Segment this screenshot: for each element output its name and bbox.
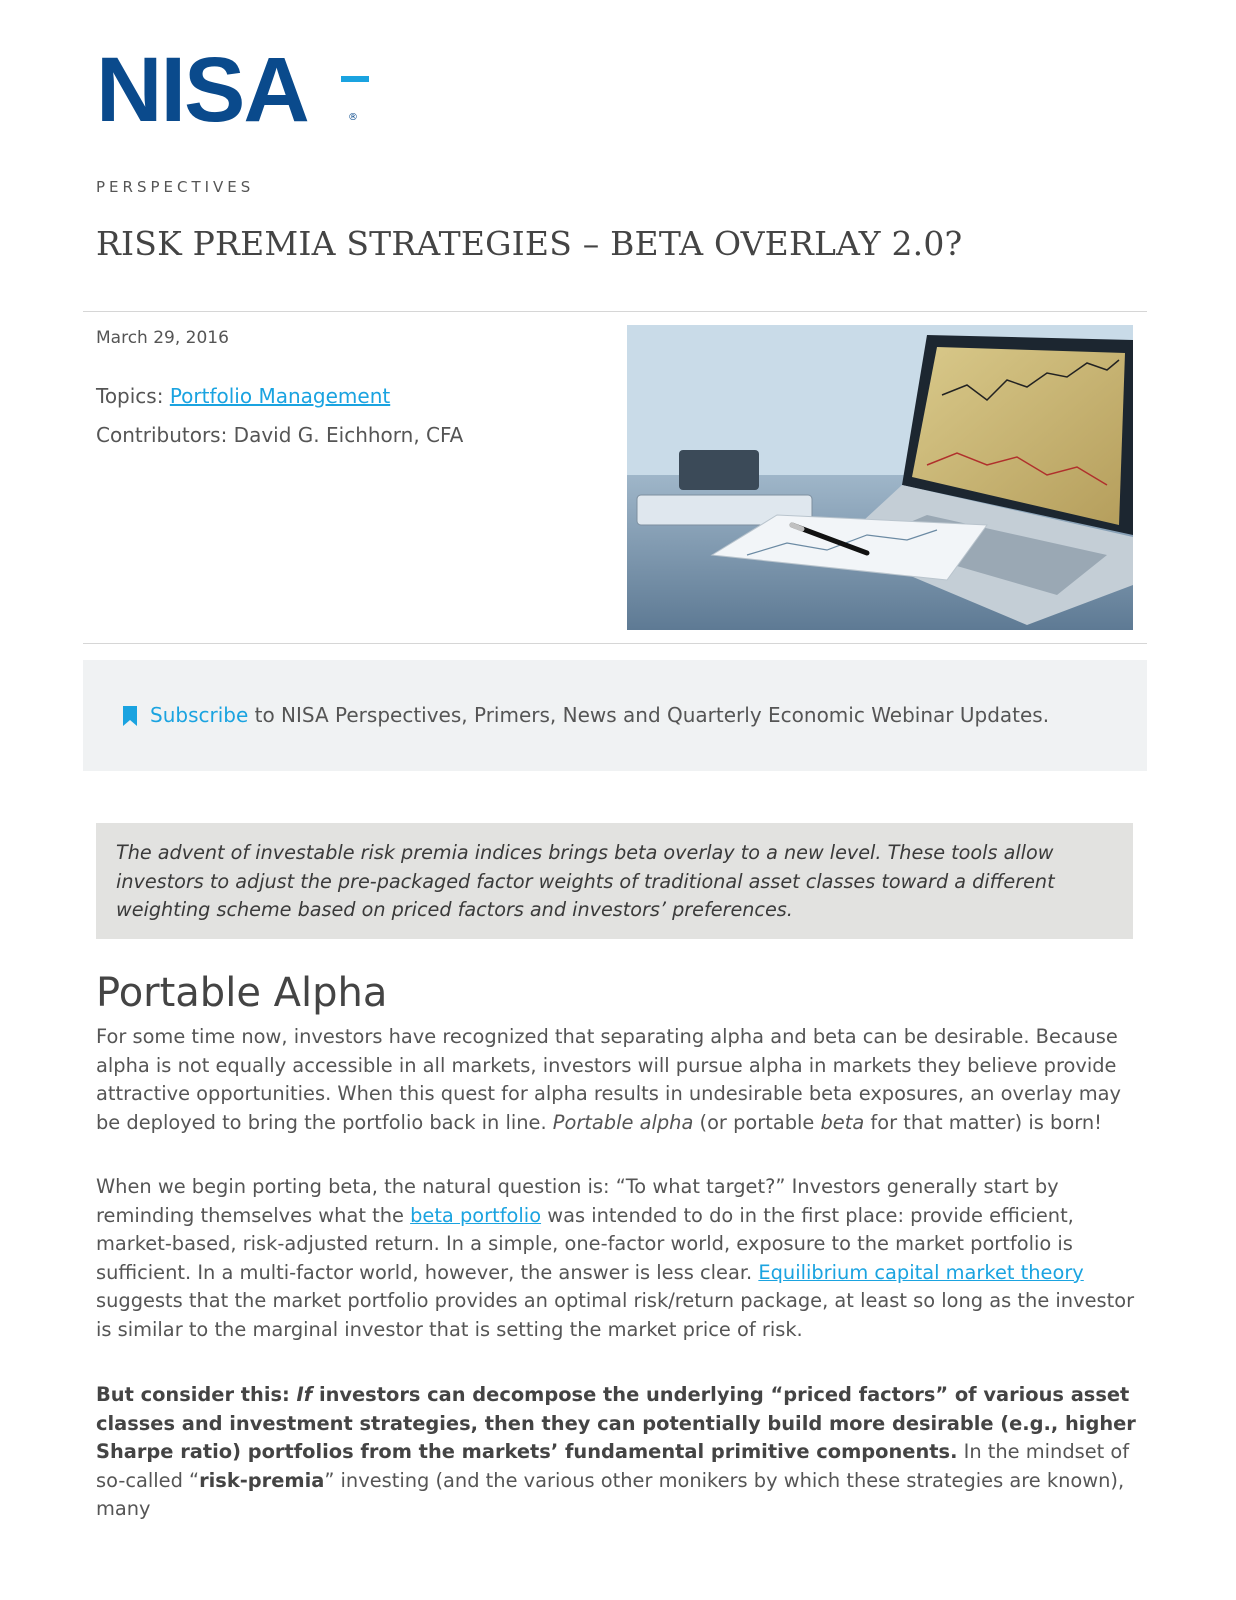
p3-text-b: ” investing (and the various other monikers by which these strategies are known), many [96, 1468, 1125, 1521]
topic-link-portfolio-management[interactable]: Portfolio Management [169, 384, 391, 408]
subscribe-link[interactable]: Subscribe [150, 703, 249, 727]
hero-image-laptop-charts [627, 325, 1133, 630]
hero-illustration [627, 325, 1133, 630]
p3-bold-a: But consider this: [96, 1383, 297, 1406]
p1-text-a: For some time now, investors have recognized that separating alpha and beta can be desirable. Because alpha is not equally accessible in all markets, investors will pursue alpha in markets they believe provide attractive opportunities. When this quest for alpha results in undesirable beta exposures, an overlay may be deployed to bring the portfolio back in line. [96, 1025, 1121, 1134]
logo-registered-mark: ® [348, 112, 358, 123]
subscribe-text [150, 703, 1049, 727]
section-heading: Portable Alpha [96, 970, 388, 1016]
p1-text-b: (or portable [693, 1110, 821, 1134]
publish-date: March 29, 2016 [96, 328, 229, 348]
bookmark-icon [123, 706, 137, 726]
page-title: RISK PREMIA STRATEGIES – BETA OVERLAY 2.0? [96, 224, 963, 263]
topics-line [96, 384, 390, 408]
p2-text-b: was intended to do in the first place: provide efficient, market-based, risk-adjusted return. In a simple, one-factor world, exposure to the market portfolio is sufficient. In a multi-factor world, however, the answer is less clear. [96, 1203, 1074, 1284]
p2-text-a: When we begin porting beta, the natural question is: “To what target?” Investors generally start by reminding themselves what the [96, 1175, 1059, 1227]
p3-bold-italic-if: If [296, 1383, 313, 1406]
p3-text-a: In the mindset of so-called “ [96, 1440, 1130, 1492]
divider-top [83, 311, 1147, 312]
p1-text-c: for that matter) is born! [864, 1110, 1102, 1134]
p3-bold-b: investors can decompose the underlying “priced factors” of various asset classes and investment strategies, then they can potentially build more desirable (e.g., higher Sharpe ratio) portfolios from the markets’ fundamental primitive components. [96, 1383, 1136, 1464]
logo-text: NISA [96, 39, 308, 141]
subscribe-description: to NISA Perspectives, Primers, News and Quarterly Economic Webinar Updates. [248, 703, 1050, 727]
p1-emphasis-beta: beta [820, 1110, 865, 1134]
link-equilibrium-capital-market-theory[interactable]: Equilibrium capital market theory [758, 1260, 1084, 1284]
topics-label: Topics: [96, 384, 170, 408]
subscribe-banner [83, 660, 1147, 771]
summary-callout [96, 823, 1133, 939]
logo-accent-dash [341, 76, 369, 82]
p1-emphasis-portable-alpha: Portable alpha [552, 1110, 694, 1134]
nisa-logo[interactable] [96, 39, 376, 141]
p3-bold-risk-premia: risk-premia [199, 1468, 325, 1492]
contributors-line: Contributors: David G. Eichhorn, CFA [96, 423, 464, 447]
link-beta-portfolio[interactable]: beta portfolio [410, 1203, 542, 1227]
divider-bottom [83, 643, 1147, 644]
p2-text-c: suggests that the market portfolio provides an optimal risk/return package, at least so long as the investor is similar to the marginal investor that is setting the market price of risk. [96, 1289, 1135, 1341]
paragraph-2 [96, 1173, 1136, 1345]
paragraph-3 [96, 1381, 1136, 1524]
paragraph-1 [96, 1023, 1136, 1137]
summary-text: The advent of investable risk premia indices brings beta overlay to a new level. These tools allow investors to adjust the pre-packaged factor weights of traditional asset classes toward a different weighting scheme based on priced factors and investors’ preferences. [116, 841, 1055, 921]
section-eyebrow: PERSPECTIVES [96, 178, 255, 196]
